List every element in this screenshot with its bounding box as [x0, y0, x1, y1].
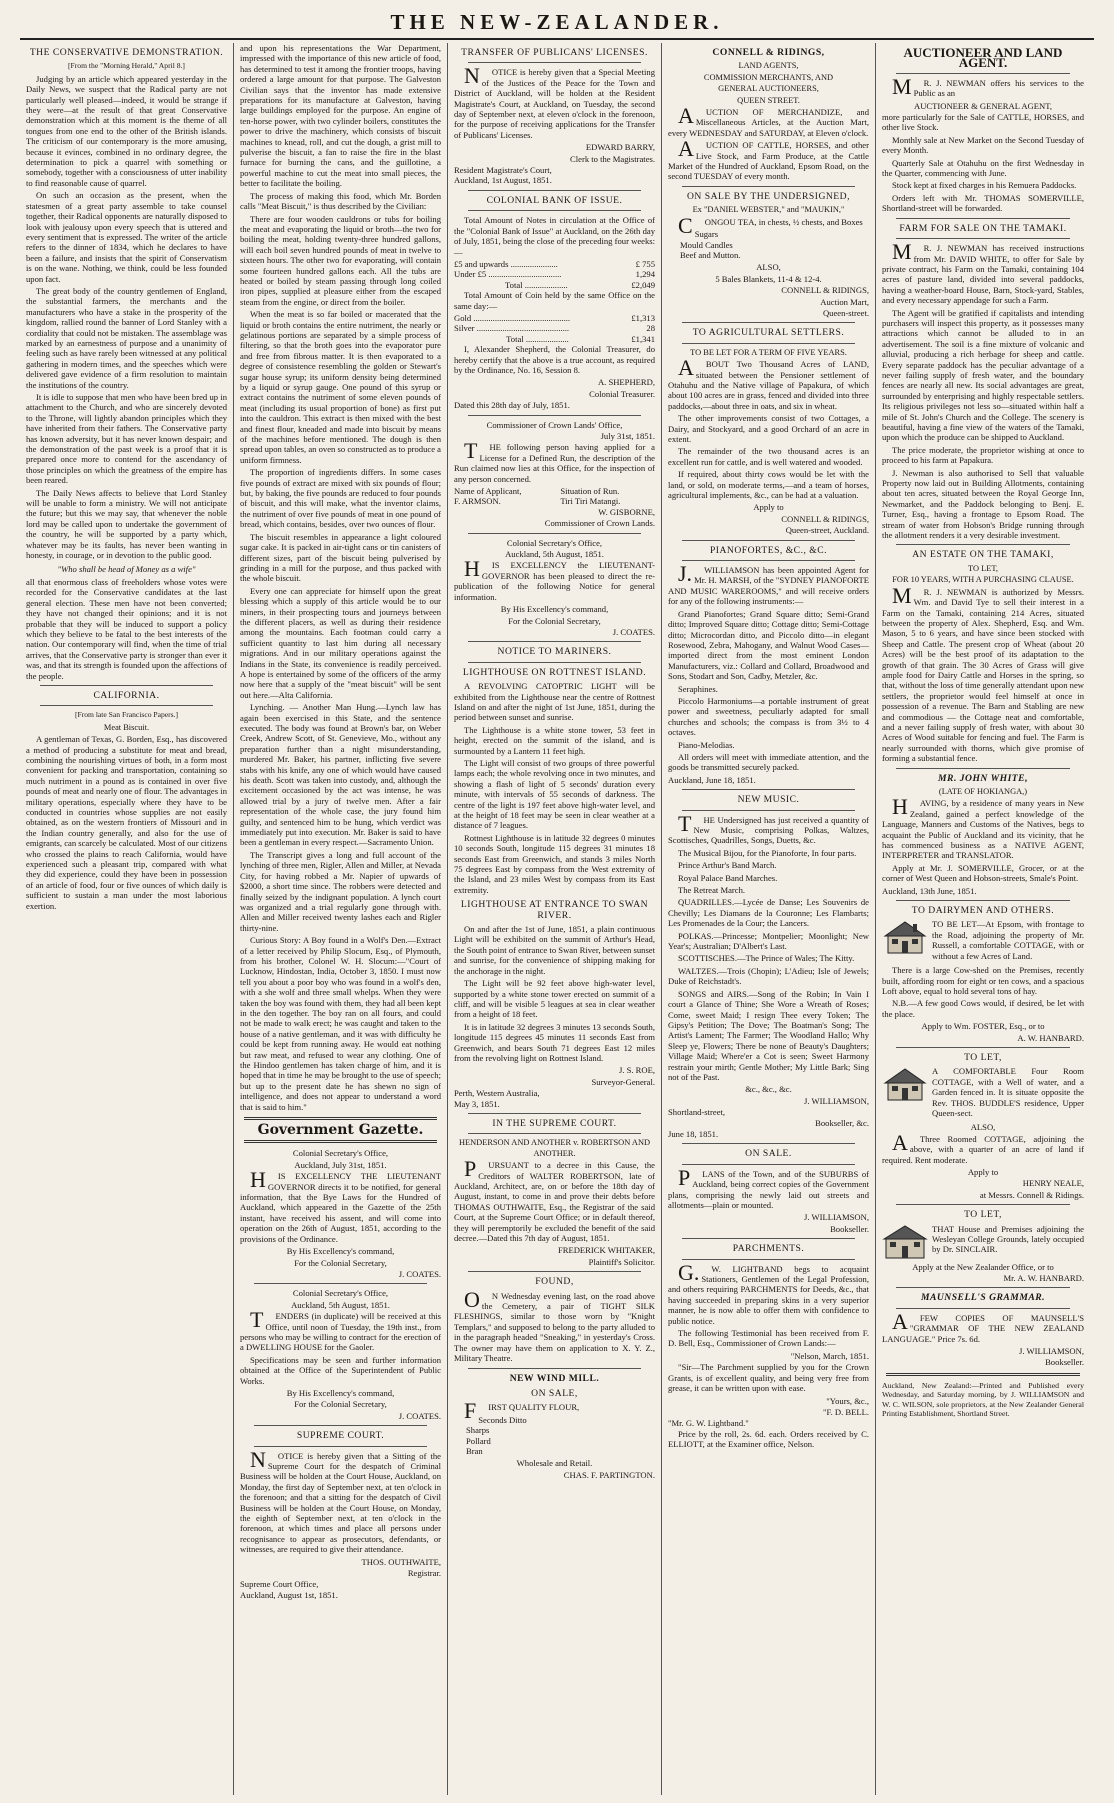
advert-paragraph: The following Testimonial has been received from F. D. Bell, Esq., Commissioner of Crown Lands:—	[668, 1328, 869, 1349]
date-line: Auckland, June 18, 1851.	[668, 774, 756, 785]
advert-paragraph: CONGOU TEA, in chests, ½ chests, and Boxes	[678, 212, 863, 238]
advert-with-woodcut	[882, 1066, 1084, 1120]
advert-title: MR. JOHN WHITE,	[938, 772, 1028, 784]
column-4	[662, 43, 876, 1795]
advert-subtitle: Ex "DANIEL WEBSTER," and "MAUKIN,"	[692, 205, 845, 215]
advert-title: AUCTIONEER AND LAND AGENT.	[903, 45, 1063, 71]
advert-paragraph: The other improvements consist of two Cottages, a Dairy, and Stockyard, and a good Orchard of an acre in extent.	[668, 413, 869, 444]
notice-paragraph: TENDERS (in duplicate) will be received at this Office, until noon of Tuesday, the 19th inst., from persons who may be willing to contract for the erection of a DWELLING HOUSE for the Gaoler.	[240, 1307, 441, 1353]
divider	[468, 1368, 641, 1369]
office-line: Commissioner of Crown Lands' Office,	[486, 419, 623, 430]
list-item: Royal Palace Band Marches.	[678, 872, 778, 883]
list-item: Sharps	[466, 1425, 490, 1436]
divider	[682, 540, 855, 541]
notice-title: FOUND,	[535, 1276, 574, 1288]
office-line: Resident Magistrate's Court,	[454, 165, 552, 176]
divider	[682, 186, 855, 187]
advert-subtitle: GENERAL AUCTIONEERS,	[718, 84, 819, 94]
list-item: WALTZES.—Trois (Chopin); L'Adieu; Isle of Jewels; Duke of Reichstadt's.	[668, 965, 869, 987]
table-header: Situation of Run.	[560, 486, 620, 497]
table-cell: £1,313	[631, 312, 655, 323]
advert-paragraph: AUCTION OF CATTLE, HORSES, and other Live Stock, and Farm Produce, at the Cattle Market of the Hundred of Auckland, Epsom Road, on the second TUESDAY of every month.	[668, 136, 869, 182]
article-paragraph: The Transcript gives a long and full account of the lynching of three men, Rigler, Allen and Miller, at Nevada City, for having robbed a Mr. Napier of upwards of $2000, a short time since. The robbers were detected and finally seized by the indignant population. A lynch court was organized and a trial regularly gone through with. Allen and Miller received twenty lashes each and Rigler thirty-nine.	[240, 849, 441, 933]
list-item: Pollard	[466, 1435, 491, 1446]
article-paragraph: Lynching. — Another Man Hung.—Lynch law has again been exercised in this State, and the sentence executed. The body was found at Brown's bar, on Weber Creek, Andrew Scott, of St. Genevieve, Mo., without any preparation further than a night misunderstanding, murdered Mr. Baker, his partner, inflicting five severe stabs with his knife, any one of which would have caused his death. Scott was taken into custody, and, although the excitement occasioned by the act was intense, he was allowed trial by a jury of twelve men. After a fair representation of the whole case, the jury found him guilty, and sentenced him to be hung, which verdict was immediately put into execution. Mr. Baker is said to have been a gentleman in every respect.—Sacramento Union.	[240, 702, 441, 848]
notice-paragraph: The Light will consist of two groups of three powerful lamps each; the whole revolving once in two minutes, and showing a flash of light of 5 seconds' duration every minute, with intervals of 55 seconds of darkness. The centre of the light is 197 feet above high-water level, and at the height of 18 feet may be seen in clear weather at a distance of 7 leagues.	[454, 757, 655, 831]
advert-paragraph: The Agent will be gratified if capitalists and intending purchasers will inspect this property, as it possesses many attractions which cannot be alluded to in an advertisement. The soil is a fine mixture of volcanic and alluvial, producing a rich herbage for sheep and cattle. Every separate paddock has the peculiar advantage of a never failing supply of fresh water, and the boundary fences are nearly all new. Its social advantages are great, surrounded by enterprising and highly respectable settlers. Its religious privileges not less so—situated within half a mile of St. John's Church and the College. The scenery is beautiful, having a fine view of the waters of the Tamaki, upon which the produce can be shipped to Auckland.	[882, 307, 1084, 443]
table-row	[454, 496, 655, 506]
notice-paragraph: HIS EXCELLENCY the LIEUTENANT-GOVERNOR has been pleased to direct the re-publication of the following Notice for general information.	[454, 556, 655, 602]
table-cell: Total ....................	[506, 333, 569, 344]
divider	[682, 1259, 855, 1260]
advert-title: FARM FOR SALE ON THE TAMAKI.	[899, 222, 1067, 234]
advert-paragraph: MR. J. NEWMAN has received instructions from Mr. DAVID WHITE, to offer for Sale by private contract, his Farm on the Tamaki, containing 104 acres of pasture land, divided into several paddocks, having a weather-board House, Barn, Stock-yard, Stables, and every necessary appendage for such a Farm.	[882, 239, 1084, 306]
advert-paragraph: AUCTION OF MERCHANDIZE, and Miscellaneous Articles, at the Auction Mart, every WEDNESDAY and SATURDAY, at Eleven o'clock.	[668, 103, 869, 138]
list-item: The Musical Bijou, for the Pianoforte, In four parts.	[678, 847, 857, 858]
signature-role: Bookseller.	[1045, 1357, 1084, 1368]
advert-paragraph: AThree Roomed COTTAGE, adjoining the above, with a quarter of an acre of land if required. Rent moderate.	[882, 1129, 1084, 1165]
column-3	[448, 43, 662, 1795]
signature: EDWARD BARRY,	[585, 142, 655, 153]
apply-line: Apply to	[753, 502, 784, 513]
divider	[254, 1283, 427, 1284]
advert-subtitle: ON SALE,	[531, 1387, 578, 1399]
table-cell: Total ....................	[505, 279, 568, 290]
divider	[896, 238, 1070, 239]
divider	[468, 190, 641, 191]
divider	[896, 1204, 1070, 1205]
divider	[682, 322, 855, 323]
notice-paragraph: The Lighthouse is a white stone tower, 53 feet in height, erected on the summit of the island, and is surmounted by a Lantern 11 feet high.	[454, 724, 655, 756]
advert-line: Wholesale and Retail.	[516, 1458, 593, 1469]
advert-paragraph: Monthly sale at New Market on the Second Tuesday of every Month.	[882, 134, 1084, 156]
advert-paragraph: Piccolo Harmoniums—a portable instrument of great power and sweetness, peculiarly adapted for small churches and schools; the compass is from 3½ to 4 octaves.	[668, 695, 869, 738]
article-paragraph: The proportion of ingredients differs. In some cases five pounds of extract are mixed with six pounds of flour; but, by baking, the five pounds are reduced to four pounds of biscuit, and this will make, what the inventor claims, the nutriment of over five pounds of meat in one pound of bread, which contains, besides, over two ounces of flour.	[240, 467, 441, 530]
column-2	[234, 43, 448, 1795]
notice-paragraph: ON Wednesday evening last, on the road above the Cemetery, a pair of TIGHT SILK FLESHINGS, similar to those worn by "Knight Templars," and supposed to belong to the party alluded to in the paragraph headed "Sneaking," in yesterday's Cross. The owner may have them on application to X. Y. Z., Military Theatre.	[454, 1286, 655, 1364]
article-paragraph: The biscuit resembles in appearance a light coloured sugar cake. It is packed in air-tight cans or tin canisters of different sizes, part of the biscuit being pulverised by grinding in a mill for the purpose, and thus packed with the whole biscuit.	[240, 531, 441, 584]
signature: J. COATES.	[612, 626, 655, 637]
advert-paragraph: more particularly for the Sale of CATTLE, HORSES, and other live Stock.	[882, 112, 1084, 133]
signature: J. S. ROE,	[618, 1065, 655, 1076]
advert-subtitle: LAND AGENTS,	[738, 61, 799, 71]
table-cell: Gold .............................................	[454, 312, 571, 323]
table-cell: 1,294	[635, 269, 655, 280]
divider	[896, 218, 1070, 219]
etc-line: &c., &c., &c.	[745, 1084, 792, 1095]
advert-paragraph: Piano-Melodias.	[678, 739, 735, 750]
masthead-rule	[20, 38, 1094, 40]
notice-paragraph: Total Amount of Coin held by the same Office on the same day:—	[454, 290, 655, 311]
advert-paragraph: THE Undersigned has just received a quantity of New Music, comprising Polkas, Waltzes, Scottisches, Quadrilles, Songs, Duetts, &c.	[668, 810, 869, 846]
product-list	[466, 1415, 655, 1457]
divider	[468, 210, 641, 211]
divider	[682, 810, 855, 811]
notice-title: COLONIAL BANK OF ISSUE.	[486, 194, 623, 206]
table-row	[454, 269, 655, 279]
apply-line: Apply to	[967, 1167, 999, 1177]
advert-title: PARCHMENTS.	[732, 1243, 805, 1255]
divider	[468, 1133, 641, 1134]
advert-subtitle: TO BE LET FOR A TERM OF FIVE YEARS.	[690, 347, 847, 357]
divider	[896, 1047, 1070, 1048]
advert-title: TO AGRICULTURAL SETTLERS.	[692, 327, 845, 339]
command-line: By His Excellency's command,	[286, 1246, 395, 1257]
signature-role: Surveyor-General.	[591, 1076, 655, 1087]
list-item: Beef and Mutton.	[680, 249, 741, 260]
signature: CHAS. F. PARTINGTON.	[563, 1469, 655, 1480]
date-line: Auckland, July 31st, 1851.	[294, 1159, 387, 1170]
quote-closing: "Yours, &c.,	[826, 1395, 869, 1406]
notice-paragraph: THE following person having applied for a License for a Defined Run, the description of the Run claimed now lies at this Office, for the inspection of any person concerned.	[454, 438, 655, 484]
columns	[20, 43, 1094, 1795]
table-cell: £5 and upwards ......................	[454, 258, 558, 269]
notice-paragraph: It is in latitude 32 degrees 3 minutes 13 seconds South, longitude 115 degrees 45 minutes 11 seconds East from Greenwich, and bears South 71 degrees East 12 miles from the revolving light on Rottnest Island.	[454, 1021, 655, 1063]
divider	[244, 1117, 437, 1120]
signature: J. COATES.	[398, 1268, 441, 1279]
advert-paragraph: MR. J. NEWMAN is authorized by Messrs. Wm. and David Tye to sell their interest in a Farm on the Tamaki, containing 214 Acres, situated between the property of Alex. Shepherd, Esq. and Wm. Mason, 5 to 6 years, and have since been stocked with Sheep and Cattle. The present crop of Wheat (about 20 Acres) will be the best proof of its adaptation to the growth of that grain. The 30 Acres of Grass will give ample food for Dairy Cattle and Horses in the spring, so that, without the loss of time generally attendant upon new settlers, the proprietor would feel himself at once in possession of a revenue. The Barn and Stabling are new and commodious — the Cottage neat and comfortable, and a never failing supply of fresh water, with about 30 Acres of Wood suitable for fencing and fuel. The Farm is nearly surrounded with thorns, which give promise of forming a substantial fence.	[882, 582, 1084, 764]
for-line: For the Colonial Secretary,	[508, 615, 601, 626]
advert-paragraph: All orders will meet with immediate attention, and the goods be transmitted securely packed.	[668, 751, 869, 773]
signature-role: Clerk to the Magistrates.	[570, 153, 655, 164]
table-cell: £2,049	[631, 279, 655, 290]
advert-paragraph: A COMFORTABLE Four Room COTTAGE, with a Well of water, and a Garden fenced in. It is situate opposite the Rev. THOS. BUDDLE'S residence, Upper Queen-sect.	[932, 1066, 1084, 1118]
advert-subtitle: (LATE OF HOKIANGA,)	[938, 787, 1028, 796]
advert-line: AUCTIONEER & GENERAL AGENT,	[914, 100, 1052, 111]
signature: A. SHEPHERD,	[597, 377, 655, 388]
notice-title: NOTICE TO MARINERS.	[497, 646, 612, 658]
office-line: Supreme Court Office,	[240, 1579, 319, 1590]
article-subtitle: Meat Biscuit.	[103, 722, 150, 732]
advert-paragraph: Orders left with Mr. THOMAS SOMERVILLE, Shortland-street will be forwarded.	[882, 192, 1084, 214]
gazette-title: Government Gazette.	[257, 1122, 424, 1139]
command-line: By His Excellency's command,	[500, 604, 609, 615]
signature-role: Bookseller.	[830, 1223, 869, 1234]
advert-paragraph: The price moderate, the proprietor wishing at once to proceed to his farm at Papakura.	[882, 444, 1084, 466]
quote-date: "Nelson, March, 1851.	[790, 1350, 869, 1361]
signature-role: Commissioner of Crown Lands.	[544, 518, 655, 529]
signature-role: Auction Mart,	[820, 296, 869, 307]
notice-paragraph: I, Alexander Shepherd, the Colonial Treasurer, do hereby certify that the above is a true account, as required by the Ordinance, No. 16, Session 8.	[454, 344, 655, 375]
command-line: By His Excellency's command,	[286, 1387, 395, 1398]
list-item: POLKAS.—Princesse; Montpelier; Moonlight; New Year's; Australian; D'Albert's Last.	[668, 930, 869, 952]
for-line: For the Colonial Secretary,	[294, 1399, 387, 1410]
notice-title: TRANSFER OF PUBLICANS' LICENSES.	[461, 47, 648, 58]
advert-paragraph: Seraphines.	[678, 683, 718, 694]
list-item: Seconds Ditto	[478, 1414, 527, 1425]
table-cell: Under £5 ..................................	[454, 269, 562, 280]
signature-role: Bookseller, &c.	[815, 1117, 869, 1128]
signature-role: Plaintiff's Solicitor.	[588, 1256, 655, 1267]
quote-addressee: "Mr. G. W. Lightband."	[668, 1418, 749, 1429]
divider	[254, 1446, 427, 1447]
table-row	[454, 334, 655, 344]
advert-title: CONNELL & RIDINGS,	[712, 47, 825, 58]
advert-paragraph: G.W. LIGHTBAND begs to acquaint Stationers, Gentlemen of the Legal Profession, and others requiring PARCHMENTS for Deeds, &c., that having succeeded in preparing skins in a very superior manner, he is now able to offer them with confidence to public notice.	[668, 1259, 869, 1326]
list-item: Mould Candles	[680, 239, 733, 250]
article-paragraph: and upon his representations the War Department, impressed with the importance of this new article of food, has determined to test it among the frontier troops, having ordered a large amount for that purpose. The Galveston Civilian says that the inventor has made extensive preparations for its manufacture at Galveston, having large buildings employed for the purpose. An engine of ten-horse power, with two cylinder boilers, constitutes the power to drive the machinery, which consists of biscuit machines to knead, roll, and cut the dough, a grist mill to pulverise the biscuit, a fan to raise the fire in the blast furnace for burning the cans, and the guillotine, a powerful machine to cut the meat into small pieces, the better to facilitate the boiling.	[240, 43, 441, 189]
table-row	[454, 323, 655, 333]
advert-paragraph: TO BE LET—At Epsom, with frontage to the Road, adjoining the property of Mr. Russell, a comfortable COTTAGE, with or without a few Acres of Land.	[932, 919, 1084, 961]
office-line: Colonial Secretary's Office,	[292, 1148, 389, 1159]
date-line: Auckland, 5th August, 1851.	[291, 1299, 390, 1310]
signature: THOS. OUTHWAITE,	[361, 1556, 441, 1567]
divider	[682, 1143, 855, 1144]
notice-paragraph: The Light will be 92 feet above high-water level, supported by a white stone tower erected on summit of a cliff, and will be visible 5 leagues at sea in clear weather from a height of 18 feet.	[454, 978, 655, 1020]
advert-title: MAUNSELL'S GRAMMAR.	[920, 1292, 1046, 1304]
table-row	[454, 280, 655, 290]
article-paragraph: It is idle to suppose that men who have been bred up in attachment to the Church, and who are sincerely devoted to the Throne, will lightly abandon principles which they have inherited from their fathers. The Conservative party has known adversity, but it has never known despair; and the demonstration of the past week is a proof that it is prepared once more to contend for the ascendancy of those principles on which the greatness of the empire has been reared.	[26, 392, 227, 486]
advert-paragraph: J. Newman is also authorised to Sell that valuable Property now laid out in Building Allotments, containing about ten acres, situated between the Royal George Inn, Newmarket, and the Paddock belonging to Benj. E. Turner, Esq., having a frontage to Epsom Road. The stream of water from Hobson's Bridge running through the allotment renders it a very desirable investment.	[882, 467, 1084, 541]
date-line: Dated this 28th day of July, 1851.	[454, 400, 570, 411]
advert-title: ON SALE.	[745, 1148, 792, 1160]
advert-paragraph: J.WILLIAMSON has been appointed Agent for Mr. H. MARSH, of the "SYDNEY PIANOFORTE AND MUSIC WAREROOMS," and will receive orders for any of the following instruments:—	[668, 561, 869, 607]
signature: W. GISBORNE,	[598, 506, 655, 517]
advert-paragraph: Price by the roll, 2s. 6d. each. Orders received by C. ELLIOTT, at the Examiner office, Nelson.	[668, 1428, 869, 1450]
divider	[682, 343, 855, 344]
advert-paragraph: HAVING, by a residence of many years in New Zealand, gained a perfect knowledge of the Language, Manners and Customs of the Natives, begs to acquaint the Public of Auckland and its vicinity, that he has commenced business as a NATIVE AGENT, INTERPRETER and TRANSLATOR.	[882, 794, 1084, 861]
table-cell: £1,341	[631, 333, 655, 344]
place-line: Perth, Western Australia,	[454, 1088, 540, 1099]
advert-subtitle: FOR 10 YEARS, WITH A PURCHASING CLAUSE.	[892, 575, 1074, 585]
advert-title: TO LET,	[964, 1051, 1002, 1063]
advert-paragraph: The remainder of the two thousand acres is an excellent run for cattle, and is well watered and wooded.	[668, 446, 869, 467]
advert-paragraph: MR. J. NEWMAN offers his services to the Public as an	[892, 73, 1084, 99]
signature-role: Registrar.	[407, 1568, 441, 1579]
advert-title: NEW MUSIC.	[737, 794, 800, 806]
advert-title: ON SALE BY THE UNDERSIGNED,	[687, 190, 850, 202]
list-item: SONGS and AIRS.—Song of the Robin; In Vain I court a Glance of Thine; She Wore a Wreath of Roses; Come, sweet Maid; I resign Thee every Token; The Gipsy's Petition; The Dove; The Boatman's Song; The Artist's Lament; The Farmer; The Woodland Hallo; Why Sleep ye, Flowers; There be none of Beauty's Daughters; Village Maid; Where'er a Cot is seen; Sweet Harmony restrain your mirth; Gentle Mother; My Little Bark; Sing not of the Past.	[668, 988, 869, 1082]
product-list	[680, 229, 869, 260]
also-line: ALSO,	[970, 1122, 996, 1133]
advert-with-woodcut	[882, 1224, 1084, 1260]
article-paragraph: A gentleman of Texas, G. Borden, Esq., has discovered a method of producing a substitute for meat and bread, combining the nourishing virtues of both, in a form most convenient for packing and transportation, containing so much nutriment in a pound as is contained in over five pounds of meat and nearly one of flour. The advantages in military operations, especially where they have to be conducted in countries whose supplies are not easily obtained, as on the western frontiers of Missouri and in the Indian country generally, and also for the use of emigrants, can scarcely be calculated. Most of our citizens who crossed the plains to reach California, would have experienced such a pleasant trip, compared with what they did experience, could they have been in possession of an article of food, four or five ounces of which daily is sufficient to sustain a man under the most laborious exertion.	[26, 734, 227, 911]
date-line: May 3, 1851.	[454, 1098, 500, 1109]
advert-title: PIANOFORTES, &C., &C.	[709, 544, 828, 556]
also-line: ALSO,	[756, 262, 781, 273]
signature: J. WILLIAMSON,	[1018, 1346, 1084, 1357]
divider	[896, 544, 1070, 545]
list-item: Bran	[466, 1445, 483, 1456]
notice-subtitle: LIGHTHOUSE ON ROTTNEST ISLAND.	[462, 666, 647, 678]
list-item: QUADRILLES.—Lycée de Danse; Les Souvenirs de Chevilly; Les Diamans de la Couronne; Les Flambarts; Les Promenades de la Cour; the Lancers.	[668, 897, 869, 929]
advert-paragraph: There is a large Cow-shed on the Premises, recently built, affording room for eight or ten cows, and a spacious Loft above, equal to hold several tons of hay.	[882, 965, 1084, 996]
advert-paragraph: Grand Pianofortes; Grand Square ditto; Semi-Grand ditto; Improved Square ditto; Cottage ditto; Semi-Cottage ditto; Microcordan ditto, and Piccolo ditto—in elegant Rosewood, Zebra, Mahogany, and Walnut Wood Cases—imported direct from the most eminent London Manufacturers, viz.: Collard and Collard, Broadwood and Sons, Stodart and Son, Cadby, Metzler, &c.	[668, 608, 869, 682]
table-cell: F. ARMSON.	[454, 496, 501, 507]
signature: FREDERICK WHITAKER,	[557, 1245, 655, 1256]
table-row	[454, 259, 655, 269]
advert-paragraph: AFEW COPIES OF MAUNSELL'S "GRAMMAR OF THE NEW ZEALAND LANGUAGE." Price 7s. 6d.	[882, 1308, 1084, 1344]
place-line: Shortland-street,	[668, 1107, 726, 1118]
testimonial: "Sir—The Parchment supplied by you for the Crown Grants, is of excellent quality, and being very free from grease, it can be written upon with ease.	[668, 1362, 869, 1394]
article-paragraph: The process of making this food, which Mr. Borden calls "Meat Biscuit," is thus described by the Civilian:	[240, 190, 441, 212]
divider	[468, 533, 641, 534]
office-line: Colonial Secretary's Office,	[506, 537, 603, 548]
divider	[682, 1164, 855, 1165]
divider	[896, 900, 1070, 901]
advert-paragraph: Quarterly Sale at Otahuhu on the first Wednesday in the Quarter, commencing with June.	[882, 157, 1084, 179]
article-source: [From the "Morning Herald," April 8.]	[68, 61, 185, 71]
notice-paragraph: Specifications may be seen and further information obtained at the Office of the Superintendent of Public Works.	[240, 1354, 441, 1386]
premises-woodcut-icon	[882, 1224, 928, 1260]
divider	[682, 1238, 855, 1239]
advert-with-woodcut	[882, 919, 1084, 963]
article-paragraph: On such an occasion as the present, when the statesmen of a great party assemble to take counsel together, their Radical opponents are naturally disposed to look with jealousy upon every speech that is uttered and every sentiment that is expressed. The writer of the article refers to the dinner of 1834, which he declares to have been a failure, and insists that the spirit of Conservatism is on the wane. Nothing, we think, could be less founded upon fact.	[26, 190, 227, 284]
advert-subtitle: COMMISSION MERCHANTS, AND	[703, 72, 834, 82]
table-cell: £ 755	[635, 258, 655, 269]
article-paragraph: When the meat is so far boiled or macerated that the liquid or broth contains the entire nutriment, the nearly or gelatinous portions are separated by a simple process of filtering, so that the broth goes into the evaporator pure and free from fibrous matter. It is then evaporated to a degree of consistence resembling the golden or Stewart's sugar house syrup; its uniform density being determined by a liquid or syrup gauge. One pound of this syrup or extract contains the nutriment of some eleven pounds of meat (including its usual proportion of bone) as first put into the cauldron. This extract is then mixed with the best and finest flour, kneaded and made into biscuit by means of the machines before mentioned. The dough is then spread upon tables, an oven so constructed as to produce a uniform firmness.	[240, 309, 441, 465]
advert-line: 5 Bales Blankets, 11-4 & 12-4.	[715, 273, 822, 284]
house-woodcut-icon	[882, 919, 928, 955]
case-title: HENDERSON AND ANOTHER v. ROBERTSON AND ANOTHER.	[458, 1138, 651, 1158]
divider	[682, 560, 855, 561]
notice-paragraph: NOTICE is hereby given that a Special Meeting of the Justices of the Peace for the Town and District of Auckland, will be holden at the Resident Magistrate's Court, at Auckland, on Tuesday, the second day of September next, at eleven o'clock in the forenoon, for the purpose of receiving applications for the Transfer of Publicans' Licenses.	[454, 63, 655, 140]
divider	[468, 1271, 641, 1272]
table-row	[454, 313, 655, 323]
divider	[468, 1113, 641, 1114]
table-cell: Silver ...........................................	[454, 323, 570, 334]
divider	[896, 1308, 1070, 1309]
column-1	[20, 43, 234, 1795]
article-quote: "Who shall be head of Money as a wife"	[57, 563, 196, 574]
signature: J. COATES.	[398, 1410, 441, 1421]
advert-paragraph: Stock kept at fixed charges in his Remuera Paddocks.	[892, 180, 1077, 191]
signature: A. W. HANBARD.	[1017, 1032, 1084, 1043]
date-line: July 31st, 1851.	[600, 431, 655, 441]
divider	[682, 789, 855, 790]
divider	[468, 641, 641, 642]
list-item: SCOTTISCHES.—The Prince of Wales; The Kitty.	[678, 953, 855, 964]
article-paragraph: Curious Story: A Boy found in a Wolf's Den.—Extract of a letter received by Philip Slocum, Esq., of Plymouth, from his brother, Colonel W. H. Slocum:—"Court of Lucknow, Hindostan, India, October 3, 1850. I must now tell you about a poor boy who was found in a wolf's den, with a she wolf and three small whelps. When they were taken the boy was found with them, they had all been kept in the den together. The boy ran on all fours, and could not be made to walk erect; he was caught and taken to the house of a native gentleman, and it was with difficulty he could be kept from running away. He would eat nothing but raw meat, and refused to wear any clothing. One of the Hindoo gentlemen has taken charge of him, and it is hoped that in time he may be brought to the use of speech; but up to the present date he has shewn no sign of intelligence, and does not appear to understand a word that is said to him."	[240, 935, 441, 1112]
signature-role: Colonial Treasurer.	[589, 388, 655, 399]
notice-paragraph: On and after the 1st of June, 1851, a plain continuous Light will be exhibited on the summit of Arthur's Head, the South point of entrance to Swan River, between sunset and sunrise, for the convenience of shipping making for the anchorage in the night.	[454, 924, 655, 976]
table-cell: 28	[646, 323, 655, 334]
article-paragraph: Judging by an article which appeared yesterday in the Daily News, we suspect that the Radical party are not particularly well pleased—indeed, it would be strange if they were—at the result of that great Conservative demonstration which at this moment is the theme of all tongues from one end to the other of the British islands. The criticism of our contemporary is the more amusing, because it evinces, combined in no ordinary degree, the determination to pick a quarrel with something or somebody, together with a consciousness of utter inability to find reasonable cause of quarrel.	[26, 73, 227, 188]
article-paragraph: The Daily News affects to believe that Lord Stanley will be unable to form a ministry. We will not anticipate the future; but this we may say, that whenever the noble lord may be called upon to undertake the government of the country, he will be supported by a party which, whatever may be its faults, has never been wanting in honesty, in courage, or in devotion to the public good.	[26, 487, 227, 561]
place-line: at Messrs. Connell & Ridings.	[979, 1189, 1084, 1200]
advert-paragraph: THAT House and Premises adjoining the Wesleyan College Grounds, lately occupied by Dr. SINCLAIR.	[932, 1223, 1084, 1255]
notice-paragraph: Total Amount of Notes in circulation at the Office of the "Colonial Bank of Issue" at Auckland, on the 26th day of July, 1851, being the close of the preceding four weeks:—	[454, 215, 655, 257]
table-row	[454, 486, 655, 496]
masthead: THE NEW-ZEALANDER.	[390, 10, 724, 34]
date-line: Auckland, 13th June, 1851.	[882, 885, 977, 896]
signature: HENRY NEALE,	[1022, 1178, 1084, 1189]
signature: Mr. A. W. HANBARD.	[1003, 1273, 1084, 1284]
applicant-table	[454, 486, 655, 507]
advert-paragraph: PLANS of the Town, and of the SUBURBS of Auckland, being correct copies of the Government plans, comprising the newly laid out streets and allotments—plain or mounted.	[668, 1164, 869, 1210]
table-cell: Tiri Tiri Matangi.	[560, 496, 621, 507]
article-paragraph: all that enormous class of freeholders whose votes were recorded for the Conservative candidates at the last general election. These men have not been converted; they have not changed their opinions; and it is not probable that they will be induced to support a policy which they believe to be fatal to the best interests of the nation. Our contemporary will find, when the time of trial arrives, that the Conservative party is stronger than ever it was, and that its strength is founded upon the affections of the people.	[26, 576, 227, 681]
article-title: THE CONSERVATIVE DEMONSTRATION.	[29, 47, 224, 58]
advert-paragraph: If required, about thirty cows would be let with the land, or sold, on moderate terms,—and a team of horses, agricultural implements, &c., can be had at a valuation.	[668, 469, 869, 501]
notice-subtitle: LIGHTHOUSE AT ENTRANCE TO SWAN RIVER.	[460, 899, 649, 921]
advert-title: AN ESTATE ON THE TAMAKI,	[912, 549, 1054, 561]
divider	[886, 1373, 1080, 1376]
advert-paragraph: FIRST QUALITY FLOUR,	[464, 1398, 580, 1424]
article-source: [From late San Francisco Papers.]	[74, 710, 179, 720]
divider	[896, 73, 1070, 74]
article-paragraph: The great body of the country gentlemen of England, the substantial farmers, the merchants and the manufacturers who have a stake in the prosperity of the kingdom, rallied round the banner of Lord Stanley with a cordiality that could not be mistaken. The assemblage was marked by an earnestness of purpose and a unanimity of feeling such as have rarely been witnessed at any political gathering in modern times, and the speeches which were delivered gave evidence of a firm resolution to maintain the institutions of the country.	[26, 285, 227, 390]
signature: CONNELL & RIDINGS,	[781, 513, 869, 524]
imprint: Auckland, New Zealand:—Printed and Published every Wednesday, and Saturday morning, by J. WILLIAMSON and W. C. WILSON, sole proprietors, at the New Zealander General Printing Establishment, Shortland Street.	[882, 1380, 1084, 1419]
signature: J. WILLIAMSON,	[803, 1095, 869, 1106]
list-item: Prince Arthur's Band March.	[678, 860, 777, 871]
for-line: For the Colonial Secretary,	[294, 1257, 387, 1268]
notice-paragraph: NOTICE is hereby given that a Sitting of the Supreme Court for the despatch of Criminal Business will be holden at the Court House, Auckland, on Monday, the first day of September next, at ten o'clock in the forenoon; and that a sitting for the despatch of Civil Business will be holden at the Court House, on Monday, the eighth of September next, at ten o'clock in the forenoon, at which times and place all persons under recognisance to appear as prosecutors, defendants, or witnesses, are required to give their attendance.	[240, 1446, 441, 1555]
notice-paragraph: Rottnest Lighthouse is in latitude 32 degrees 0 minutes 10 seconds South, longitude 115 degrees 31 minutes 18 seconds East from Greenwich, and stands 3 miles North 75 degrees East by compass from the West extremity of the Island, and 23 miles West by compass from its East extremity.	[454, 832, 655, 895]
notice-paragraph: HIS EXCELLENCY THE LIEUTENANT GOVERNOR directs it to be notified, for general information, that the Bye Laws for the Hundred of Auckland, which appeared in the Gazette of the 25th instant, have received his assent, and will come into operation on the 26th of August, 1851, according to the provisions of the Ordinance.	[240, 1167, 441, 1244]
divider	[468, 415, 641, 416]
apply-line: Apply at the New Zealander Office, or to	[912, 1261, 1054, 1272]
place-line: Queen-street, Auckland.	[785, 525, 869, 536]
divider	[896, 1287, 1070, 1288]
article-paragraph: There are four wooden cauldrons or tubs for boiling the meat and evaporating the liquid or broth—the two for boiling the meat, holding twenty-three hundred gallons, will each boil seven hundred pounds of meat in twelve to sixteen hours. The other two for evaporating, will contain some fourteen hundred gallons each. All the tubs are heated or boiled by steam passing through long coiled iron pipes, supplied at pleasure either from the escaped steam from the engine, or direct from the boiler.	[240, 213, 441, 307]
notice-paragraph: PURSUANT to a decree in this Cause, the Creditors of WALTER ROBERTSON, late of Auckland, Architect, are, on or before the 18th day of August, instant, to come in and prove their debts before THOMAS OUTHWAITE, Esq., the Registrar of the said Court, at the Supreme Court Office; or in default thereof, they will peremptorily be excluded the benefit of the said decree.—Dated this 7th day of August, 1851.	[454, 1156, 655, 1244]
advert-paragraph: ABOUT Two Thousand Acres of LAND, situated between the Pensioner settlement of Otahuhu and the Native village of Papakura, of which about 100 acres are in grass, fenced and divided into three paddocks,—about three in oats, and six in wheat.	[668, 355, 869, 411]
date-line: Auckland, August 1st, 1851.	[240, 1589, 338, 1600]
divider	[244, 1140, 437, 1143]
article-paragraph: Every one can appreciate for himself upon the great blessing which a supply of this article would be to our miners, in their prospecting tours and journeys between the different placers, as well as during their residence among the mountains. Each footman could carry a sufficient quantity to last him during all necessary migrations. And in our military operations against the Indians in the State, its convenience is readily perceived. A hope is entertained by some of the officers of the army now here that a supply of the "meat biscuit" will be sent out here.—Alta California.	[240, 585, 441, 700]
apply-line: Apply to Wm. FOSTER, Esq., or to	[921, 1021, 1045, 1032]
divider	[40, 685, 213, 686]
divider	[468, 62, 641, 63]
advert-paragraph: Apply at Mr. J. SOMERVILLE, Grocer, or at the corner of West Queen and Hobson-streets, Smale's Point.	[882, 862, 1084, 884]
signature: CONNELL & RIDINGS,	[781, 285, 869, 296]
place-line: Queen-street.	[822, 307, 869, 318]
advert-title: TO LET,	[964, 1209, 1002, 1221]
divider	[468, 662, 641, 663]
article-title: CALIFORNIA.	[93, 689, 160, 701]
notice-title: IN THE SUPREME COURT.	[492, 1117, 617, 1129]
date-line: June 18, 1851.	[668, 1128, 719, 1139]
notice-paragraph: A REVOLVING CATOPTRIC LIGHT will be exhibited from the Lighthouse near the centre of Rottnest Island on and after the night of 1st June, 1851, during the period between sunset and sunrise.	[454, 681, 655, 723]
cottage-woodcut-icon	[882, 1066, 928, 1102]
advert-title: NEW WIND MILL.	[509, 1372, 600, 1384]
advert-subtitle: TO LET,	[968, 563, 998, 573]
advert-paragraph: N.B.—A few good Cows would, if desired, be let with the place.	[882, 998, 1084, 1019]
notice-title: SUPREME COURT.	[296, 1430, 385, 1442]
advert-title: TO DAIRYMEN AND OTHERS.	[911, 905, 1055, 917]
divider	[254, 1425, 427, 1426]
date-line: Auckland, 1st August, 1851.	[454, 175, 552, 186]
list-item: The Retreat March.	[678, 885, 746, 896]
signature: J. WILLIAMSON,	[803, 1212, 869, 1223]
divider	[40, 705, 213, 706]
divider	[896, 768, 1070, 769]
notes-table	[454, 259, 655, 290]
advert-subtitle: QUEEN STREET.	[737, 95, 800, 105]
signature: "F. D. BELL.	[822, 1406, 869, 1417]
date-line: Auckland, 5th August, 1851.	[505, 549, 604, 560]
office-line: Colonial Secretary's Office,	[292, 1288, 389, 1299]
table-header: Name of Applicant,	[454, 486, 522, 497]
column-5	[876, 43, 1090, 1795]
coin-table	[454, 313, 655, 344]
list-item: Sugars	[694, 229, 719, 240]
